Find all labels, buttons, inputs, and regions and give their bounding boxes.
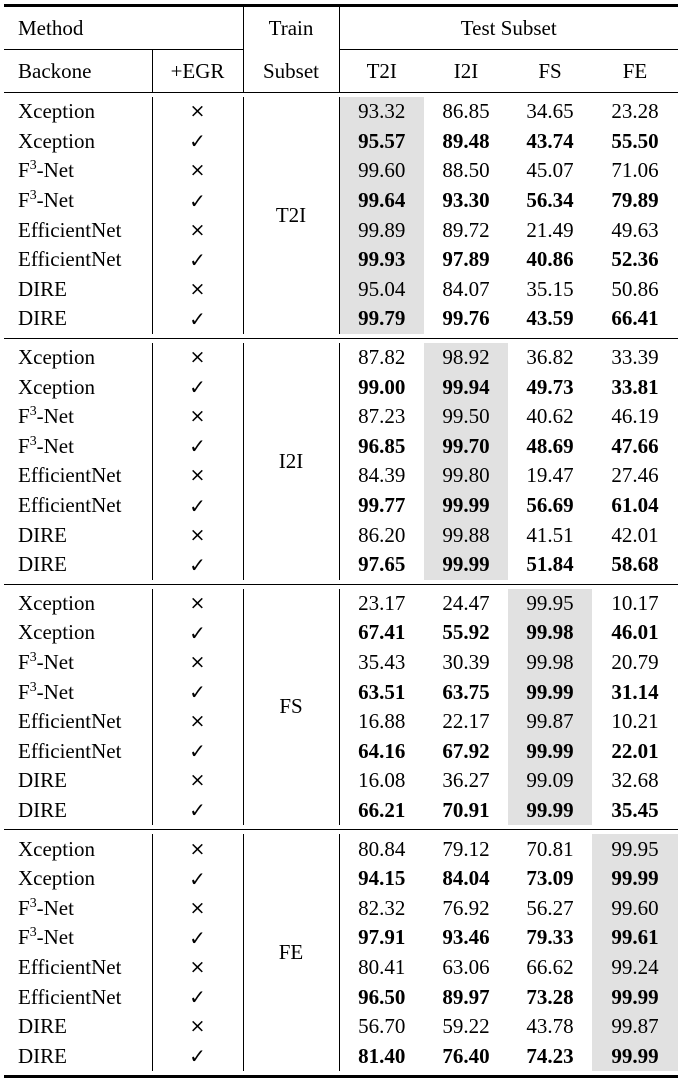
table-row [4, 491, 678, 521]
cell-score-i2i: 99.80 [424, 461, 508, 491]
cell-score-fs: 99.95 [508, 589, 592, 619]
cell-score-i2i: 89.72 [442, 217, 490, 242]
cell-score-fe: 50.86 [611, 276, 659, 301]
cell-score-i2i: 63.06 [442, 954, 490, 979]
cell-score-fe: 10.17 [611, 590, 659, 615]
backbone-superscript: 3 [29, 648, 37, 664]
cell-score-fe: 46.19 [611, 404, 659, 429]
cell-score-fe: 10.21 [611, 709, 659, 734]
cell-backbone: EfficientNet [18, 738, 122, 763]
cell-backbone: $F^3$-Net [18, 924, 74, 950]
table-row [4, 127, 678, 157]
cell-score-fe: 99.95 [592, 834, 678, 864]
cell-score-fs: 43.78 [526, 1014, 574, 1039]
check-icon: ✓ [152, 796, 243, 826]
cell-backbone: DIRE [18, 306, 67, 331]
check-icon: ✓ [152, 372, 243, 402]
cell-score-t2i: 56.70 [339, 1012, 424, 1042]
table-body [4, 5, 678, 1078]
cell-score-t2i: 87.23 [339, 402, 424, 432]
cell-score-i2i: 98.92 [424, 343, 508, 373]
cell-score-fs: 66.62 [526, 954, 574, 979]
cell-score-t2i: 96.85 [339, 432, 424, 462]
cell-score-t2i: 16.08 [339, 766, 424, 796]
cell-backbone: $F^3$-Net [18, 648, 74, 674]
cell-score-fs: 21.49 [526, 217, 574, 242]
cell-score-fs: 56.69 [526, 493, 574, 518]
cell-score-fe: 31.14 [611, 679, 659, 704]
cell-score-i2i: 24.47 [442, 590, 490, 615]
check-icon: ✓ [152, 491, 243, 521]
cell-backbone: $F^3$-Net [18, 157, 74, 183]
cell-score-fs: 49.73 [526, 374, 574, 399]
cell-score-fe: 33.39 [611, 345, 659, 370]
cell-score-t2i: 67.41 [339, 618, 424, 648]
cell-score-i2i: 55.92 [442, 620, 490, 645]
cell-score-i2i: 99.99 [424, 550, 508, 580]
cell-score-i2i: 99.70 [424, 432, 508, 462]
cell-score-t2i: 84.39 [339, 461, 424, 491]
cell-score-i2i: 79.12 [442, 836, 490, 861]
check-icon: ✓ [152, 186, 243, 216]
table-row [4, 834, 678, 864]
cell-backbone: EfficientNet [18, 493, 122, 518]
header-col-fe: FE [622, 58, 648, 83]
cell-score-fs: 99.99 [508, 796, 592, 826]
cell-backbone: DIRE [18, 552, 67, 577]
cell-score-t2i: 23.17 [339, 589, 424, 619]
check-icon: ✓ [152, 245, 243, 275]
table-row [4, 893, 678, 923]
cell-score-t2i: 93.32 [339, 97, 424, 127]
cell-score-fs: 99.98 [508, 648, 592, 678]
table-row [4, 796, 678, 826]
header-col-backbone: Backone [18, 58, 92, 83]
cell-score-t2i: 66.21 [339, 796, 424, 826]
cell-score-i2i: 99.88 [424, 520, 508, 550]
cell-backbone: EfficientNet [18, 954, 122, 979]
table-row [4, 1041, 678, 1071]
cell-backbone: $F^3$-Net [18, 678, 74, 704]
cell-score-fs: 99.87 [508, 707, 592, 737]
cell-score-fs: 73.09 [526, 866, 574, 891]
table-row [4, 1012, 678, 1042]
table-row [4, 275, 678, 305]
cell-score-t2i: 97.91 [339, 923, 424, 953]
cell-backbone: EfficientNet [18, 463, 122, 488]
cell-score-t2i: 82.32 [339, 893, 424, 923]
check-icon: ✓ [152, 1041, 243, 1071]
backbone-superscript: 3 [29, 432, 37, 448]
cell-backbone: Xception [18, 620, 95, 645]
cell-score-fe: 47.66 [611, 433, 659, 458]
table-row [4, 618, 678, 648]
cell-backbone: EfficientNet [18, 984, 122, 1009]
cell-train-subset: FE [243, 834, 339, 1071]
cell-score-i2i: 93.46 [442, 925, 490, 950]
cell-score-fe: 27.46 [611, 463, 659, 488]
cell-score-fe: 52.36 [611, 247, 659, 272]
check-icon: ✓ [152, 550, 243, 580]
cell-score-fs: 19.47 [526, 463, 574, 488]
cell-score-fe: 71.06 [611, 158, 659, 183]
cell-score-fs: 56.34 [526, 188, 574, 213]
cell-score-t2i: 99.93 [339, 245, 424, 275]
check-icon: ✓ [152, 923, 243, 953]
header-group-train: Train [243, 7, 339, 50]
cell-score-t2i: 95.57 [339, 127, 424, 157]
check-icon: ✓ [152, 618, 243, 648]
cell-score-i2i: 36.27 [442, 768, 490, 793]
cell-score-t2i: 99.60 [339, 156, 424, 186]
cell-score-fs: 79.33 [526, 925, 574, 950]
cell-score-i2i: 84.04 [442, 866, 490, 891]
cell-score-t2i: 80.84 [339, 834, 424, 864]
cell-score-i2i: 99.76 [442, 306, 490, 331]
cell-score-i2i: 76.40 [442, 1043, 490, 1068]
cell-backbone: $F^3$-Net [18, 432, 74, 458]
cell-backbone: EfficientNet [18, 247, 122, 272]
table-row [4, 402, 678, 432]
cell-score-i2i: 97.89 [442, 247, 490, 272]
cross-icon: × [152, 834, 243, 864]
header-group-method: Method [18, 15, 84, 40]
cell-score-fs: 48.69 [526, 433, 574, 458]
cell-score-fe: 99.24 [592, 953, 678, 983]
cell-score-i2i: 84.07 [442, 276, 490, 301]
cell-backbone: DIRE [18, 797, 67, 822]
check-icon: ✓ [152, 432, 243, 462]
table-row [4, 923, 678, 953]
cell-backbone: $F^3$-Net [18, 894, 74, 920]
cell-score-t2i: 99.64 [339, 186, 424, 216]
cell-backbone: Xception [18, 590, 95, 615]
cell-score-i2i: 22.17 [442, 709, 490, 734]
cell-score-fe: 46.01 [611, 620, 659, 645]
cross-icon: × [152, 953, 243, 983]
cell-score-fe: 55.50 [611, 128, 659, 153]
header-group-test-subset: Test Subset [339, 7, 678, 50]
table-row [4, 648, 678, 678]
cross-icon: × [152, 343, 243, 373]
cell-score-i2i: 67.92 [442, 738, 490, 763]
check-icon: ✓ [152, 304, 243, 334]
cell-backbone: Xception [18, 836, 95, 861]
cell-score-fs: 99.99 [508, 736, 592, 766]
cell-score-fs: 40.62 [526, 404, 574, 429]
cell-score-t2i: 87.82 [339, 343, 424, 373]
cell-score-i2i: 86.85 [442, 99, 490, 124]
cell-score-fe: 23.28 [611, 99, 659, 124]
cell-score-fe: 49.63 [611, 217, 659, 242]
cell-score-fe: 99.61 [592, 923, 678, 953]
table-row [4, 550, 678, 580]
table-row [4, 736, 678, 766]
cell-score-fs: 73.28 [526, 984, 574, 1009]
cell-score-t2i: 64.16 [339, 736, 424, 766]
cross-icon: × [152, 1012, 243, 1042]
cell-score-fe: 99.99 [592, 982, 678, 1012]
cell-score-fs: 56.27 [526, 895, 574, 920]
cell-score-fs: 34.65 [526, 99, 574, 124]
backbone-superscript: 3 [29, 403, 37, 419]
cross-icon: × [152, 275, 243, 305]
cell-score-fe: 99.60 [592, 893, 678, 923]
cell-score-fe: 42.01 [611, 522, 659, 547]
table-row [4, 372, 678, 402]
cell-backbone: Xception [18, 128, 95, 153]
cross-icon: × [152, 520, 243, 550]
header-column-row [4, 50, 678, 93]
cell-train-subset: I2I [243, 343, 339, 580]
cell-score-t2i: 94.15 [339, 864, 424, 894]
cell-score-fe: 61.04 [611, 493, 659, 518]
cell-score-fs: 70.81 [526, 836, 574, 861]
cell-score-fs: 36.82 [526, 345, 574, 370]
cell-score-fs: 43.59 [526, 306, 574, 331]
cell-score-fs: 35.15 [526, 276, 574, 301]
table-row [4, 156, 678, 186]
cell-score-fs: 51.84 [526, 552, 574, 577]
cross-icon: × [152, 402, 243, 432]
cell-backbone: Xception [18, 345, 95, 370]
cross-icon: × [152, 97, 243, 127]
backbone-superscript: 3 [29, 678, 37, 694]
cell-score-i2i: 99.50 [424, 402, 508, 432]
cell-score-fe: 32.68 [611, 768, 659, 793]
cross-icon: × [152, 156, 243, 186]
cross-icon: × [152, 707, 243, 737]
cell-score-t2i: 16.88 [339, 707, 424, 737]
table-row [4, 304, 678, 334]
table-row [4, 97, 678, 127]
backbone-superscript: 3 [29, 187, 37, 203]
cell-score-i2i: 70.91 [442, 797, 490, 822]
cell-score-fs: 99.99 [508, 677, 592, 707]
results-table [4, 4, 678, 1078]
header-col-fs: FS [538, 58, 562, 83]
backbone-superscript: 3 [29, 894, 37, 910]
check-icon: ✓ [152, 736, 243, 766]
table-row [4, 245, 678, 275]
cross-icon: × [152, 215, 243, 245]
table-row [4, 766, 678, 796]
cell-score-t2i: 63.51 [339, 677, 424, 707]
cell-score-i2i: 30.39 [442, 649, 490, 674]
cell-score-i2i: 99.99 [424, 491, 508, 521]
cell-backbone: EfficientNet [18, 709, 122, 734]
table-row [4, 520, 678, 550]
cell-backbone: EfficientNet [18, 217, 122, 242]
cell-score-t2i: 35.43 [339, 648, 424, 678]
table-row [4, 343, 678, 373]
cross-icon: × [152, 589, 243, 619]
cell-score-i2i: 76.92 [442, 895, 490, 920]
cell-score-i2i: 89.48 [442, 128, 490, 153]
cell-score-fe: 79.89 [611, 188, 659, 213]
cell-score-fe: 35.45 [611, 797, 659, 822]
header-group-row [4, 7, 678, 50]
table-row [4, 461, 678, 491]
cell-score-t2i: 99.79 [339, 304, 424, 334]
check-icon: ✓ [152, 677, 243, 707]
cell-score-fs: 40.86 [526, 247, 574, 272]
check-icon: ✓ [152, 127, 243, 157]
cross-icon: × [152, 766, 243, 796]
cell-score-i2i: 99.94 [424, 372, 508, 402]
cell-backbone: Xception [18, 374, 95, 399]
check-icon: ✓ [152, 982, 243, 1012]
cell-backbone: $F^3$-Net [18, 403, 74, 429]
cell-score-fs: 74.23 [526, 1043, 574, 1068]
cell-score-fs: 41.51 [526, 522, 574, 547]
cell-score-fs: 99.98 [508, 618, 592, 648]
table-row [4, 589, 678, 619]
cell-backbone: Xception [18, 99, 95, 124]
cell-score-t2i: 95.04 [339, 275, 424, 305]
cell-backbone: DIRE [18, 768, 67, 793]
table-row [4, 432, 678, 462]
cell-score-t2i: 99.89 [339, 215, 424, 245]
table-bottom-rule-outer [4, 1077, 678, 1078]
table-row [4, 707, 678, 737]
cross-icon: × [152, 648, 243, 678]
cell-score-fe: 58.68 [611, 552, 659, 577]
cell-score-fe: 99.99 [592, 1041, 678, 1071]
cell-backbone: $F^3$-Net [18, 187, 74, 213]
cell-score-t2i: 97.65 [339, 550, 424, 580]
cell-backbone: DIRE [18, 1043, 67, 1068]
cell-score-fe: 66.41 [611, 306, 659, 331]
cell-backbone: DIRE [18, 276, 67, 301]
cell-score-i2i: 89.97 [442, 984, 490, 1009]
cell-score-fe: 20.79 [611, 649, 659, 674]
backbone-superscript: 3 [29, 924, 37, 940]
cross-icon: × [152, 893, 243, 923]
header-col-i2i: I2I [453, 58, 479, 83]
cross-icon: × [152, 461, 243, 491]
cell-score-i2i: 88.50 [442, 158, 490, 183]
cell-score-fs: 45.07 [526, 158, 574, 183]
cell-train-subset: T2I [243, 97, 339, 334]
cell-backbone: Xception [18, 866, 95, 891]
backbone-superscript: 3 [29, 157, 37, 173]
cell-train-subset: FS [243, 589, 339, 826]
cell-score-t2i: 96.50 [339, 982, 424, 1012]
cell-score-t2i: 81.40 [339, 1041, 424, 1071]
header-col-t2i: T2I [339, 50, 424, 93]
cell-score-t2i: 80.41 [339, 953, 424, 983]
header-col-egr: +EGR [152, 50, 243, 93]
cell-score-t2i: 99.77 [339, 491, 424, 521]
table-row [4, 677, 678, 707]
cell-score-fe: 99.87 [592, 1012, 678, 1042]
table-row [4, 864, 678, 894]
cell-score-i2i: 63.75 [442, 679, 490, 704]
cell-score-fe: 99.99 [592, 864, 678, 894]
cell-backbone: DIRE [18, 1014, 67, 1039]
cell-score-t2i: 99.00 [339, 372, 424, 402]
cell-score-fs: 43.74 [526, 128, 574, 153]
cell-score-t2i: 86.20 [339, 520, 424, 550]
table-row [4, 215, 678, 245]
cell-backbone: DIRE [18, 522, 67, 547]
table-row [4, 953, 678, 983]
table-row [4, 982, 678, 1012]
header-col-subset: Subset [243, 50, 339, 93]
cell-score-fe: 33.81 [611, 374, 659, 399]
cell-score-fe: 22.01 [611, 738, 659, 763]
cell-score-fs: 99.09 [508, 766, 592, 796]
check-icon: ✓ [152, 864, 243, 894]
cell-score-i2i: 59.22 [442, 1014, 490, 1039]
table-row [4, 186, 678, 216]
cell-score-i2i: 93.30 [442, 188, 490, 213]
